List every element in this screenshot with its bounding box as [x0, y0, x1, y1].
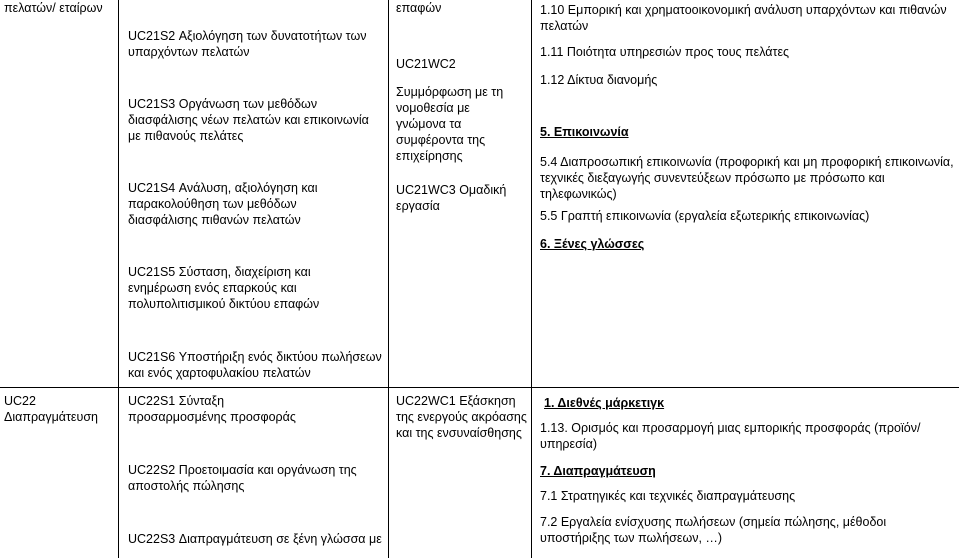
knowledge-heading-1: 1. Διεθνές μάρκετιγκ [544, 396, 665, 410]
table-column-divider [531, 0, 532, 558]
wc-uc22wc1: UC22WC1 Εξάσκηση της ενεργούς ακρόασης και της ενσυναίσθησης [396, 394, 527, 440]
knowledge-1-10: 1.10 Εμπορική και χρηματοοικονομική ανάλυση υπαρχόντων και πιθανών πελατών [540, 3, 947, 33]
table-column-divider [388, 0, 389, 558]
knowledge-7-2: 7.2 Εργαλεία ενίσχυσης πωλήσεων (σημεία πώλησης, μέθοδοι υποστήριξης των πωλήσεων, …) [540, 515, 887, 545]
knowledge-7-1: 7.1 Στρατηγικές και τεχνικές διαπραγμάτευσης [540, 489, 796, 503]
wc-uc21wc3: UC21WC3 Ομαδική εργασία [396, 183, 507, 213]
knowledge-1-13: 1.13. Ορισμός και προσαρμογή μιας εμπορικής προσφοράς (προϊόν/ υπηρεσία) [540, 421, 921, 451]
unit-cell-continued: πελατών/ εταίρων [4, 1, 103, 15]
skill-uc22s1: UC22S1 Σύνταξη προσαρμοσμένης προσφοράς [128, 394, 296, 424]
knowledge-1-11: 1.11 Ποιότητα υπηρεσιών προς τους πελάτες [540, 45, 790, 59]
knowledge-5-5: 5.5 Γραπτή επικοινωνία (εργαλεία εξωτερικής επικοινωνίας) [540, 209, 870, 223]
skill-uc22s3: UC22S3 Διαπραγμάτευση σε ξένη γλώσσα με [128, 532, 382, 546]
table-column-divider [118, 0, 119, 558]
knowledge-heading-7: 7. Διαπραγμάτευση [540, 464, 656, 478]
knowledge-5-4: 5.4 Διαπροσωπική επικοινωνία (προφορική και μη προφορική επικοινωνία, τεχνικές διεξαγωγής συνεντεύξεων πρόσωπο με πρόσωπο και τηλεφωνικώς) [540, 155, 954, 201]
wc-cell-continued: επαφών [396, 1, 442, 15]
knowledge-heading-5: 5. Επικοινωνία [540, 125, 629, 139]
table-row-divider [0, 387, 959, 388]
wc-uc21wc2-code: UC21WC2 [396, 57, 456, 71]
knowledge-heading-6: 6. Ξένες γλώσσες [540, 237, 645, 251]
skill-uc21s6: UC21S6 Υποστήριξη ενός δικτύου πωλήσεων και ενός χαρτοφυλακίου πελατών [128, 350, 382, 380]
skill-uc22s2: UC22S2 Προετοιμασία και οργάνωση της αποστολής πώλησης [128, 463, 357, 493]
skill-uc21s2: UC21S2 Αξιολόγηση των δυνατοτήτων των υπαρχόντων πελατών [128, 29, 367, 59]
skill-uc21s5: UC21S5 Σύσταση, διαχείριση και ενημέρωση ενός επαρκούς και πολυπολιτισμικού δικτύου επαφών [128, 265, 320, 311]
skill-uc21s4: UC21S4 Ανάλυση, αξιολόγηση και παρακολούθηση των μεθόδων διασφάλισης πιθανών πελατών [128, 181, 318, 227]
knowledge-1-12: 1.12 Δίκτυα διανομής [540, 73, 658, 87]
skill-uc21s3: UC21S3 Οργάνωση των μεθόδων διασφάλισης νέων πελατών και επικοινωνία με πιθανούς πελάτες [128, 97, 369, 143]
unit-uc22: UC22 Διαπραγμάτευση [4, 394, 99, 424]
wc-uc21wc2-text: Συμμόρφωση με τη νομοθεσία με γνώμονα τα συμφέροντα της επιχείρησης [396, 85, 504, 163]
